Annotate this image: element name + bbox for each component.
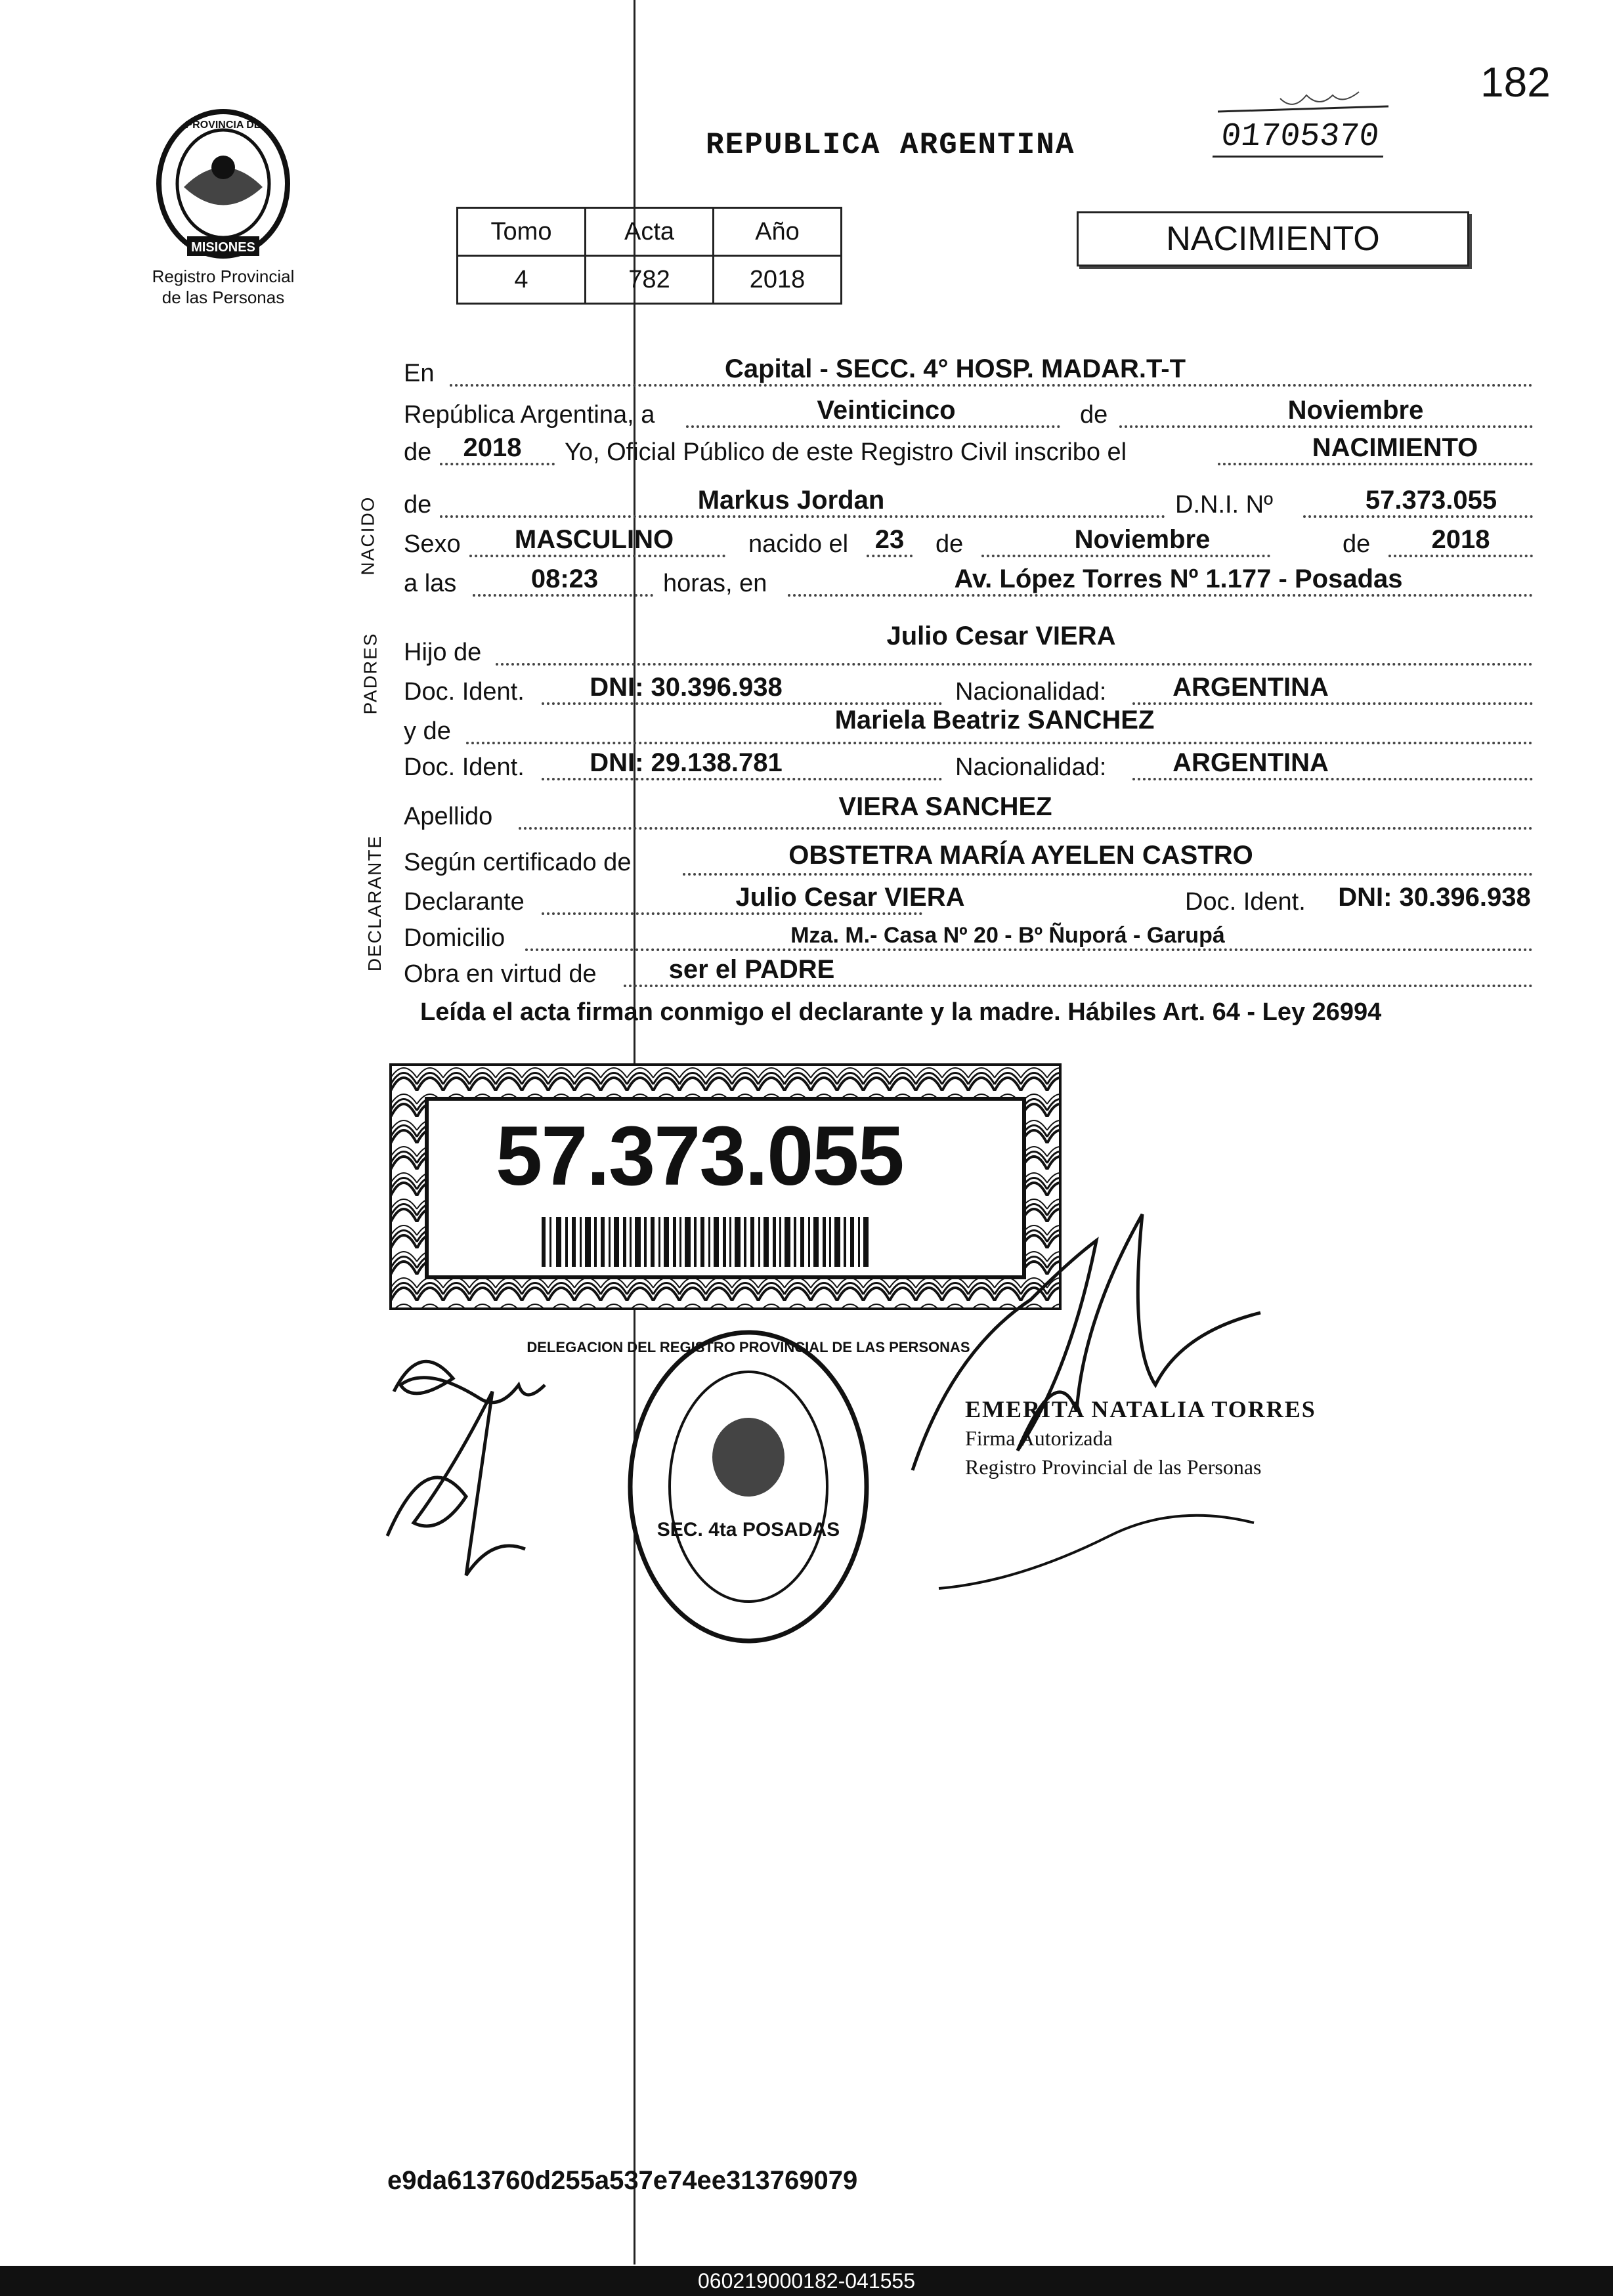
row-father-doc (404, 670, 1533, 709)
row-name (404, 482, 1533, 522)
sexo-value: MASCULINO (514, 525, 674, 554)
mother-nat-label: Nacionalidad: (955, 754, 1107, 781)
acta-value: 782 (586, 256, 714, 304)
dotted-fill (1119, 425, 1533, 428)
dotted-fill (981, 555, 1270, 557)
footer-id: 060219000182-041555 (0, 2266, 1613, 2296)
declarante-value: Julio Cesar VIERA (735, 883, 965, 912)
mother-doc-label: Doc. Ident. (404, 754, 525, 781)
row-father (404, 622, 1533, 670)
sexo-label: Sexo (404, 530, 461, 558)
dotted-fill (525, 948, 1533, 951)
apellido-label: Apellido (404, 803, 493, 830)
id-stamp-number: 57.373.055 (496, 1109, 903, 1203)
certificado-value: OBSTETRA MARÍA AYELEN CASTRO (788, 841, 1253, 870)
yde-label: y de (404, 717, 451, 745)
segun-label: Según certificado de (404, 849, 632, 876)
row-sex (404, 522, 1533, 561)
declarante-doc: DNI: 30.396.938 (1338, 883, 1531, 912)
dotted-fill (686, 425, 1060, 428)
official-office: Registro Provincial de las Personas (965, 1455, 1262, 1479)
dotted-fill (519, 827, 1533, 830)
year-de-label: de (404, 438, 432, 466)
month-text: Noviembre (1287, 396, 1424, 425)
place-of-record: Capital - SECC. 4° HOSP. MADAR.T-T (724, 354, 1186, 383)
apellido-value: VIERA SANCHEZ (838, 792, 1052, 821)
name-label: de (404, 491, 432, 519)
de-label: de (1080, 401, 1108, 429)
father-doc-label: Doc. Ident. (404, 678, 525, 706)
declarante-doc-label: Doc. Ident. (1185, 888, 1306, 916)
father-name: Julio Cesar VIERA (886, 622, 1116, 650)
row-certificado (404, 840, 1533, 880)
dotted-fill (440, 515, 1165, 518)
anio-header: Año (714, 208, 842, 256)
registry-caption: Registro Provincial de las Personas (152, 266, 295, 307)
row-en (404, 351, 1533, 391)
section-padres: PADRES (360, 632, 381, 715)
birth-day: 23 (874, 525, 905, 554)
hijo-label: Hijo de (404, 639, 482, 666)
dotted-fill (473, 594, 653, 597)
dotted-fill (466, 742, 1533, 744)
document-hash: e9da613760d255a537e74ee313769079 (387, 2166, 858, 2195)
dotted-fill (624, 985, 1533, 987)
mother-doc: DNI: 29.138.781 (590, 748, 783, 777)
domicilio-value: Mza. M.- Casa Nº 20 - Bº Ñuporá - Garupá (790, 923, 1225, 948)
official-name: EMERITA NATALIA TORRES (965, 1396, 1316, 1422)
year-value: 2018 (463, 433, 522, 462)
svg-text:MISIONES: MISIONES (191, 240, 255, 255)
acta-header: Acta (586, 208, 714, 256)
dotted-fill (450, 384, 1533, 387)
page-number: 182 (1480, 58, 1551, 106)
mother-nationality: ARGENTINA (1172, 748, 1329, 777)
father-nat-label: Nacionalidad: (955, 678, 1107, 706)
dotted-fill (1303, 515, 1533, 518)
dotted-fill (1132, 702, 1533, 705)
dotted-fill (542, 702, 942, 705)
row-domicilio (404, 916, 1533, 955)
domicilio-label: Domicilio (404, 924, 505, 952)
horas-label: horas, en (663, 570, 767, 597)
declarant-signature (368, 1326, 565, 1588)
obra-label: Obra en virtud de (404, 960, 597, 988)
svg-text:SEC. 4ta POSADAS: SEC. 4ta POSADAS (656, 1519, 840, 1541)
closing-text: Leída el acta firman conmigo el declarante y la madre. Hábiles Art. 64 - Ley 26994 (420, 998, 1382, 1026)
en-label: En (404, 360, 435, 387)
official-block (965, 1395, 1316, 1481)
birth-de1: de (936, 530, 964, 558)
dotted-fill (1388, 555, 1533, 557)
dotted-fill (542, 912, 922, 915)
tomo-header: Tomo (458, 208, 586, 256)
row-mother-doc (404, 745, 1533, 784)
alas-label: a las (404, 570, 457, 597)
row-mother (404, 706, 1533, 748)
row-apellido (404, 794, 1533, 834)
child-name: Markus Jordan (697, 486, 885, 515)
mother-name: Mariela Beatriz SANCHEZ (834, 706, 1155, 734)
row-date (404, 393, 1533, 432)
officer-text: Yo, Oficial Público de este Registro Civil inscribo el (565, 438, 1127, 466)
dotted-fill (788, 594, 1533, 597)
dotted-fill (542, 778, 942, 780)
section-nacido: NACIDO (357, 496, 378, 576)
svg-text:DELEGACION DEL REGISTRO PROVIN: DELEGACION DEL REGISTRO PROVINCIAL DE LAS PERSONAS (527, 1339, 970, 1355)
birth-year: 2018 (1431, 525, 1490, 554)
nacido-label: nacido el (748, 530, 849, 558)
dotted-fill (496, 663, 1533, 666)
svg-text:PROVINCIA DE: PROVINCIA DE (185, 119, 261, 131)
obra-value: ser el PADRE (668, 955, 835, 984)
book-table (456, 207, 842, 305)
dotted-fill (1132, 778, 1533, 780)
record-kind: NACIMIENTO (1312, 433, 1478, 462)
official-role: Firma Autorizada (965, 1426, 1113, 1450)
birth-time: 08:23 (530, 564, 599, 593)
row-obra (404, 952, 1533, 991)
document-title: REPUBLICA ARGENTINA (706, 128, 1075, 162)
father-nationality: ARGENTINA (1172, 673, 1329, 702)
dotted-fill (440, 463, 555, 465)
father-doc: DNI: 30.396.938 (590, 673, 783, 702)
day-text: Veinticinco (817, 396, 956, 425)
row-time (404, 561, 1533, 601)
dotted-fill (469, 555, 725, 557)
birth-de2: de (1343, 530, 1371, 558)
section-declarante: DECLARANTE (364, 834, 385, 972)
child-dni: 57.373.055 (1365, 486, 1497, 515)
row-declarante (404, 880, 1533, 919)
row-officer (404, 430, 1533, 469)
serial-scribble (1215, 92, 1392, 118)
republica-label: República Argentina, a (404, 401, 655, 429)
declarante-label: Declarante (404, 888, 525, 916)
birth-place: Av. López Torres Nº 1.177 - Posadas (954, 564, 1403, 593)
birth-month: Noviembre (1074, 525, 1211, 554)
record-type-box: NACIMIENTO (1077, 211, 1469, 266)
dotted-fill (683, 873, 1533, 876)
tomo-value: 4 (458, 256, 586, 304)
dni-label: D.N.I. Nº (1175, 491, 1273, 519)
serial-number: 01705370 (1213, 118, 1387, 158)
anio-value: 2018 (714, 256, 842, 304)
dotted-fill (867, 555, 913, 557)
dotted-fill (1218, 463, 1533, 465)
misiones-logo (154, 108, 292, 266)
registry-seal (527, 1326, 970, 1648)
